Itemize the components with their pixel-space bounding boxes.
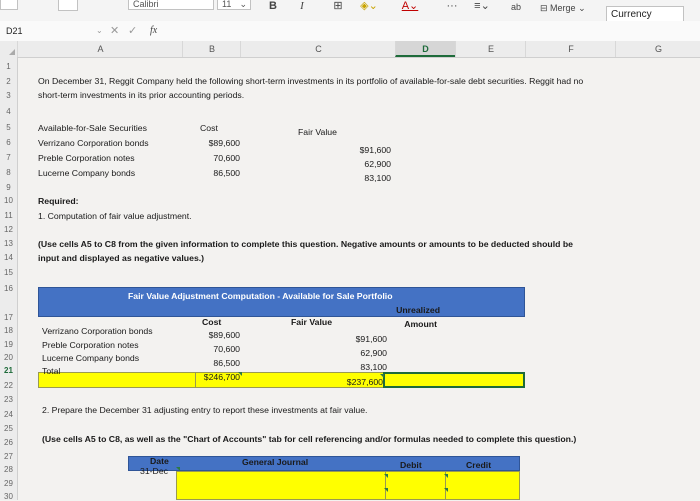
given-row-name[interactable]: Verrizano Corporation bonds bbox=[38, 138, 149, 148]
row-number[interactable]: 28 bbox=[4, 465, 13, 474]
cell-indicator-icon bbox=[384, 488, 388, 492]
given-header-cost[interactable]: Cost bbox=[200, 123, 218, 133]
chevron-down-icon: ⌄ bbox=[239, 0, 247, 9]
journal-date-value: 31-Dec bbox=[140, 466, 169, 476]
column-header-g[interactable]: G bbox=[615, 41, 700, 57]
row-number[interactable]: 5 bbox=[6, 123, 11, 132]
fv-row-cost: 86,500 bbox=[213, 358, 240, 368]
journal-account-input[interactable] bbox=[176, 471, 386, 500]
given-row-name[interactable]: Lucerne Company bonds bbox=[38, 168, 136, 178]
given-row-fair[interactable]: 83,100 bbox=[364, 173, 391, 183]
enter-icon[interactable]: ✓ bbox=[128, 25, 138, 37]
journal-credit-input[interactable] bbox=[446, 471, 520, 500]
cell-indicator-icon bbox=[444, 474, 448, 478]
required-item-1: 1. Computation of fair value adjustment. bbox=[38, 211, 192, 221]
row-number[interactable]: 20 bbox=[4, 353, 13, 362]
align-icon[interactable]: ≡⌄ bbox=[474, 0, 490, 12]
row-number[interactable]: 2 bbox=[6, 77, 11, 86]
row-number[interactable]: 29 bbox=[4, 479, 13, 488]
row-number[interactable]: 16 bbox=[4, 284, 13, 293]
formula-input[interactable] bbox=[175, 25, 685, 37]
fv-table-title: Fair Value Adjustment Computation - Available for Sale Portfolio bbox=[128, 291, 393, 301]
instruction-note-1-line-1: (Use cells A5 to C8 from the given information to complete this question. Negative amounts or amounts to be deducted should be bbox=[38, 239, 573, 249]
row-number[interactable]: 15 bbox=[4, 268, 13, 277]
cell-indicator-icon bbox=[384, 474, 388, 478]
row-number[interactable]: 10 bbox=[4, 196, 13, 205]
cell-indicator-icon bbox=[444, 488, 448, 492]
fv-total-fair[interactable]: $237,600 bbox=[346, 377, 383, 387]
fv-col-cost: Cost bbox=[202, 317, 222, 327]
given-row-fair[interactable]: 62,900 bbox=[364, 159, 391, 169]
row-number[interactable]: 13 bbox=[4, 239, 13, 248]
intro-line-2: short-term investments in its prior accounting periods. bbox=[38, 90, 245, 100]
row-number[interactable]: 11 bbox=[4, 211, 13, 220]
fv-col-unrealized: Unrealized bbox=[396, 305, 440, 315]
instruction-note-2: (Use cells A5 to C8, as well as the "Chart of Accounts" tab for cell referencing and/or formulas needed to complete this question.) bbox=[42, 434, 577, 444]
fv-row-fair: 83,100 bbox=[360, 362, 387, 372]
row-number[interactable]: 23 bbox=[4, 395, 13, 404]
journal-col-date: Date bbox=[150, 456, 169, 466]
row-number[interactable]: 30 bbox=[4, 492, 13, 501]
cancel-icon[interactable]: ✕ bbox=[110, 25, 120, 37]
fv-col-fair: Fair Value bbox=[291, 317, 333, 327]
row-number[interactable]: 8 bbox=[6, 168, 11, 177]
borders-icon[interactable]: ⊞ bbox=[333, 0, 343, 12]
given-row-cost[interactable]: 86,500 bbox=[213, 168, 240, 178]
column-header-b[interactable]: B bbox=[182, 41, 241, 57]
number-format-value: Currency bbox=[611, 9, 652, 20]
given-row-name[interactable]: Preble Corporation notes bbox=[38, 153, 135, 163]
toolbar-button-fragment[interactable] bbox=[0, 0, 18, 10]
fx-icon[interactable]: fx bbox=[150, 25, 158, 36]
given-header-fair[interactable]: Fair Value bbox=[298, 127, 337, 137]
fv-row-cost: 70,600 bbox=[213, 344, 240, 354]
row-number[interactable]: 3 bbox=[6, 91, 11, 100]
more-icon[interactable]: ··· bbox=[446, 0, 458, 12]
journal-header bbox=[128, 456, 520, 471]
column-headers bbox=[0, 41, 700, 58]
row-number[interactable]: 9 bbox=[6, 183, 11, 192]
wrap-text-icon[interactable]: ab bbox=[510, 2, 521, 12]
font-size-value: 11 bbox=[222, 0, 232, 9]
fill-color-icon[interactable]: ◈⌄ bbox=[360, 0, 378, 12]
fv-row-name: Lucerne Company bonds bbox=[42, 353, 140, 363]
row-number[interactable]: 14 bbox=[4, 253, 13, 262]
column-header-a[interactable]: A bbox=[17, 41, 183, 57]
instruction-note-1-line-2: input and displayed as negative values.) bbox=[38, 253, 205, 263]
italic-button[interactable]: I bbox=[300, 0, 304, 12]
cell-indicator-icon bbox=[176, 467, 180, 471]
fv-row-cost: $89,600 bbox=[208, 330, 240, 340]
fv-row-name: Verrizano Corporation bonds bbox=[42, 326, 153, 336]
fv-row-fair: 62,900 bbox=[360, 348, 387, 358]
intro-line-1: On December 31, Reggit Company held the following short-term investments in its portfolio of available-for-sale debt securities. Reggit had no bbox=[38, 76, 584, 86]
fv-row-fair: $91,600 bbox=[355, 334, 387, 344]
row-number[interactable]: 12 bbox=[4, 225, 13, 234]
row-number[interactable]: 7 bbox=[6, 153, 11, 162]
bold-button[interactable]: B bbox=[269, 0, 277, 12]
journal-debit-input[interactable] bbox=[386, 471, 446, 500]
row-number[interactable]: 25 bbox=[4, 424, 13, 433]
row-number[interactable]: 18 bbox=[4, 326, 13, 335]
row-number[interactable]: 4 bbox=[6, 107, 11, 116]
font-name-value: Calibri bbox=[133, 0, 159, 9]
column-header-d[interactable]: D bbox=[395, 41, 455, 57]
column-header-c[interactable]: C bbox=[240, 41, 396, 57]
fv-total-label: Total bbox=[42, 366, 61, 376]
name-box[interactable]: D21 bbox=[6, 26, 23, 36]
journal-col-debit: Debit bbox=[400, 460, 422, 470]
column-header-f[interactable]: F bbox=[525, 41, 616, 57]
toolbar-button-fragment[interactable] bbox=[58, 0, 78, 11]
row-number[interactable]: 17 bbox=[4, 313, 13, 322]
row-number[interactable]: 19 bbox=[4, 340, 13, 349]
cell-indicator-icon bbox=[380, 374, 384, 378]
row-number[interactable]: 27 bbox=[4, 452, 13, 461]
given-row-fair[interactable]: $91,600 bbox=[359, 145, 391, 155]
fv-col-amount: Amount bbox=[404, 319, 437, 329]
row-number[interactable]: 22 bbox=[4, 381, 13, 390]
row-number[interactable]: 6 bbox=[6, 138, 11, 147]
select-all-corner[interactable] bbox=[0, 41, 17, 57]
row-number[interactable]: 24 bbox=[4, 410, 13, 419]
merge-button[interactable]: ⊟ Merge ⌄ bbox=[540, 3, 586, 13]
font-name-select[interactable] bbox=[128, 0, 214, 10]
fv-total-cost[interactable]: $246,700 bbox=[203, 372, 240, 382]
given-header-label[interactable]: Available-for-Sale Securities bbox=[38, 123, 147, 133]
font-color-icon[interactable]: A⌄ bbox=[401, 0, 419, 12]
row-number[interactable]: 26 bbox=[4, 438, 13, 447]
cell-indicator-icon bbox=[238, 372, 242, 376]
formula-bar bbox=[0, 21, 700, 42]
merge-label: Merge bbox=[550, 3, 576, 13]
row-number[interactable]: 21 bbox=[4, 366, 13, 375]
font-size-select[interactable] bbox=[217, 0, 251, 10]
required-title: Required: bbox=[38, 196, 79, 206]
fv-row-name: Preble Corporation notes bbox=[42, 340, 139, 350]
chevron-down-icon[interactable]: ⌄ bbox=[96, 26, 103, 35]
unrealized-total-input[interactable] bbox=[385, 374, 523, 386]
column-header-e[interactable]: E bbox=[455, 41, 526, 57]
journal-col-credit: Credit bbox=[466, 460, 492, 470]
journal-col-general: General Journal bbox=[242, 457, 309, 467]
required-item-2: 2. Prepare the December 31 adjusting entry to report these investments at fair value. bbox=[42, 405, 368, 415]
merge-icon: ⊟ bbox=[540, 3, 551, 13]
row-number[interactable]: 1 bbox=[6, 62, 11, 71]
given-row-cost[interactable]: 70,600 bbox=[213, 153, 240, 163]
fv-total-label-cell bbox=[38, 372, 196, 388]
given-row-cost[interactable]: $89,600 bbox=[208, 138, 240, 148]
ribbon-toolbar bbox=[0, 0, 700, 22]
